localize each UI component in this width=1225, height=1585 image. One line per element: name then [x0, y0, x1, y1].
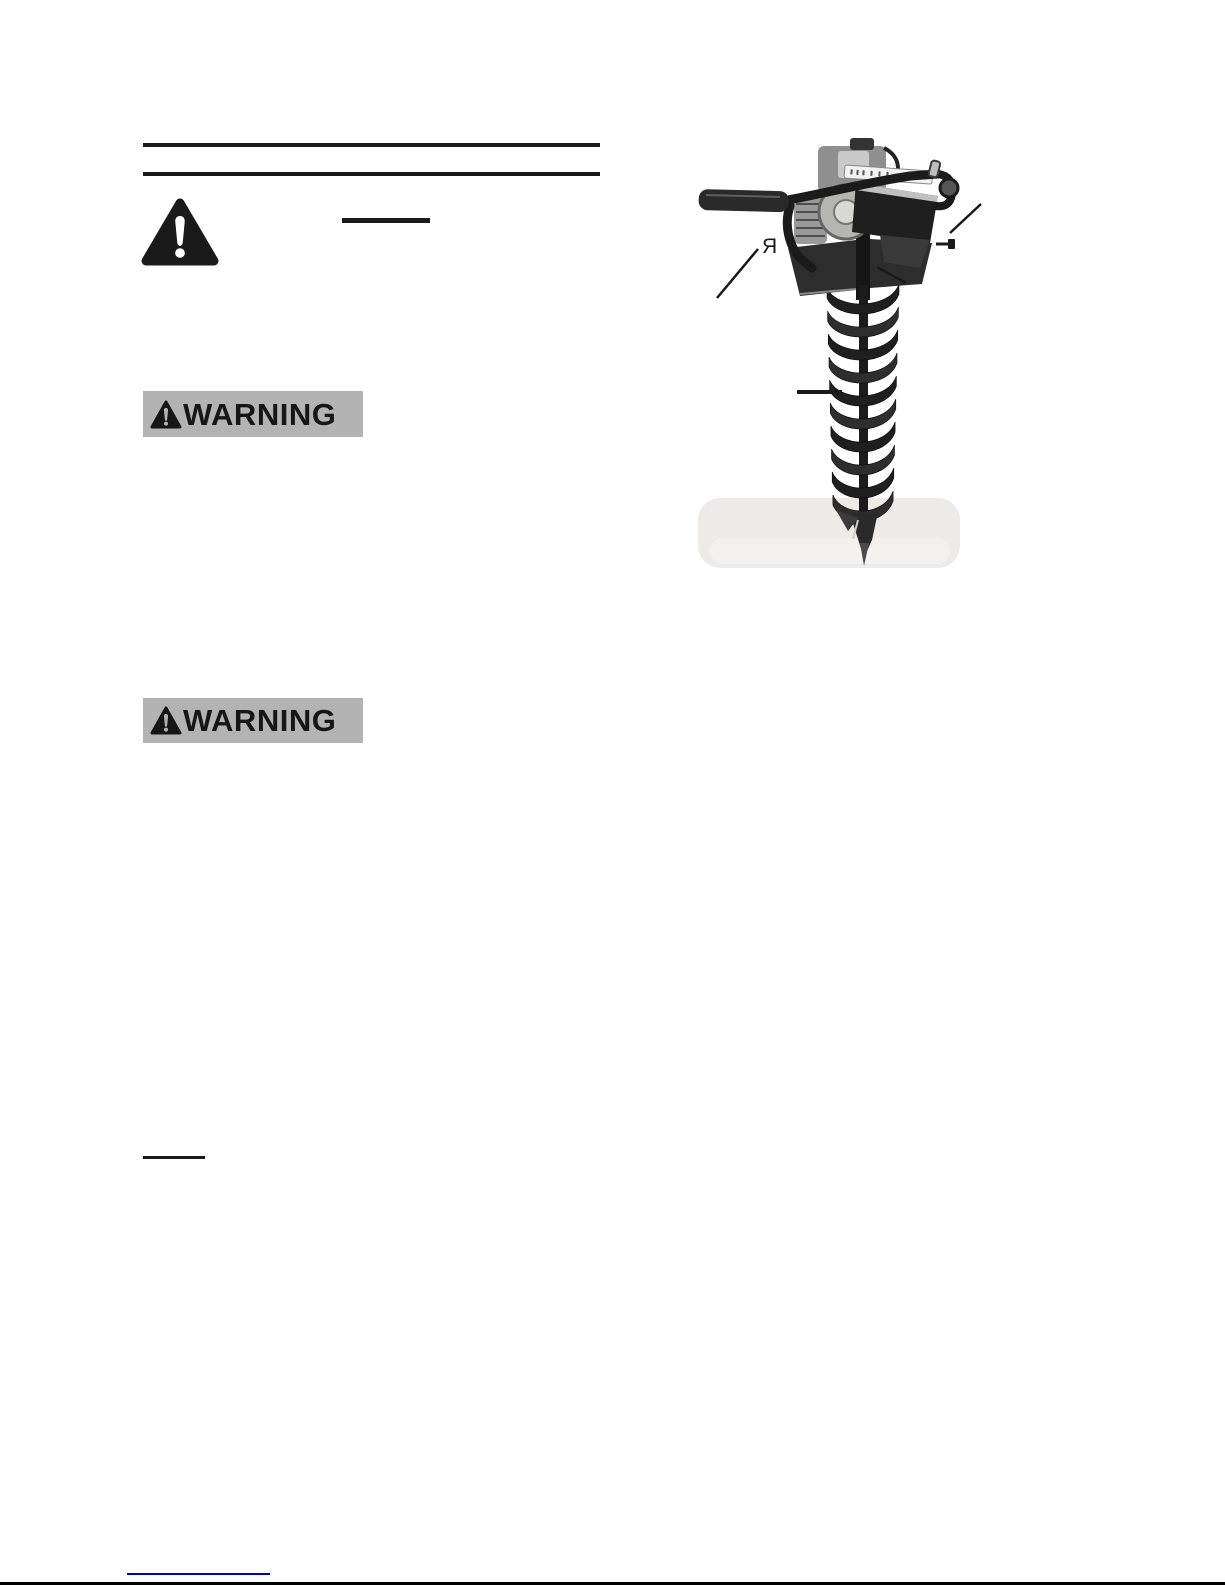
warning-banner-1-label: WARNING: [183, 396, 337, 432]
earth-auger-figure: [690, 130, 990, 580]
header-rule-top: [143, 143, 600, 147]
heading-underline: [342, 218, 430, 223]
handle-grip: [698, 189, 789, 212]
warning-banner-2: [143, 698, 363, 743]
header-rule-bottom: [143, 172, 600, 176]
section-underline: [143, 1156, 205, 1159]
warning-banner-2-label: WARNING: [183, 703, 337, 738]
safety-alert-triangle-icon: [141, 198, 219, 268]
callout-line-auger: [797, 390, 842, 394]
bolt-icon: [936, 239, 955, 249]
callout-line-frame: [717, 249, 758, 298]
callout-line-tank: [950, 204, 981, 233]
warning-triangle-icon: [150, 706, 182, 735]
footer-link-underline[interactable]: [127, 1573, 270, 1575]
warning-triangle-icon: [150, 400, 182, 429]
handlebar-end-knob: [940, 179, 958, 197]
mirrored-r-label: Я: [762, 235, 778, 258]
spark-plug-cap: [850, 138, 874, 150]
photo-background: [698, 498, 960, 568]
warning-banner-1: [143, 391, 363, 437]
